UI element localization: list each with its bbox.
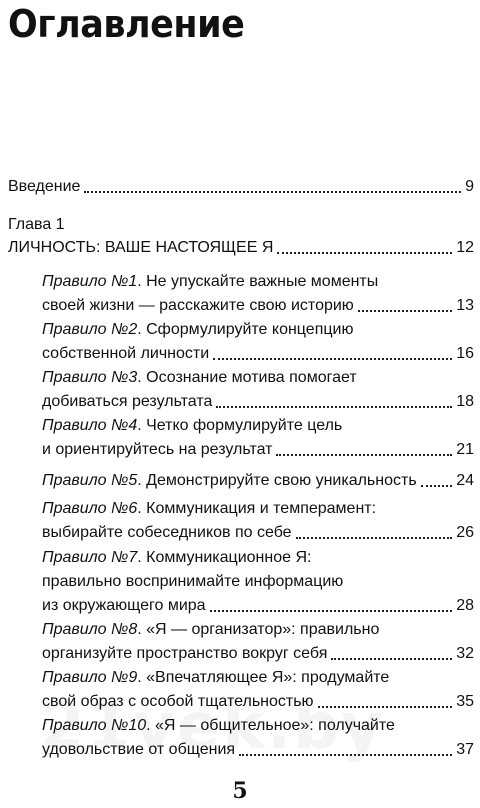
toc-rule-entry[interactable] [42,644,474,664]
rule-label: Правило №4 [42,417,138,434]
leader-dots [331,658,452,660]
chapter-label: Глава 1 [8,216,65,233]
toc-entry-text [42,573,343,590]
toc-page-number: 13 [456,297,474,314]
toc-rule-line [42,668,389,688]
rule-text: своей жизни — расскажите свою историю [42,297,354,314]
toc-rule-line [42,368,357,388]
toc-page-number: 18 [456,393,474,410]
toc-entry-text: ЛИЧНОСТЬ: ВАШЕ НАСТОЯЩЕЕ Я [8,239,274,256]
toc-rule-line [42,272,378,292]
rule-text: . Сформулируйте концепцию [137,321,354,338]
toc-page-number: 26 [456,524,474,541]
toc-page-number: 21 [456,441,474,458]
toc-page-number: 35 [456,693,474,710]
toc-entry-text [42,417,342,434]
leader-dots [84,191,461,193]
rule-text: добиваться результата [42,393,213,410]
watermark [40,690,385,764]
toc-entry-text [42,296,354,316]
rule-label: Правило №1 [42,273,138,290]
leader-dots [276,454,452,456]
toc-rule-entry[interactable] [42,523,474,543]
toc-rule-line [42,499,376,519]
toc-entry-text [42,392,212,412]
leader-dots [277,252,452,254]
toc-rule-line [42,416,342,436]
leader-dots [296,537,453,539]
toc-entry-text [42,344,209,364]
leader-dots [358,310,452,312]
toc-entry-text [42,369,357,386]
toc-page-number: 24 [456,472,474,489]
rule-text: свой образ с особой тщательностью [42,693,314,710]
rule-label: Правило №9 [42,669,138,686]
toc-entry-text [42,523,292,543]
rule-text: . «Я — общительное»: получайте [146,717,395,734]
toc-page-number: 9 [465,178,474,195]
toc-entry-text [42,669,389,686]
rule-text: организуйте пространство вокруг себя [42,645,328,662]
page-number: 5 [232,778,248,804]
toc-entry-text [42,440,272,460]
toc-entry-chapter[interactable] [8,238,474,258]
rule-text: . Не упускайте важные моменты [137,273,379,290]
rule-label: Правило №8 [42,621,138,638]
toc-entry-text [42,500,376,517]
toc-rule-line [42,320,353,340]
rule-text: . «Впечатляющее Я»: продумайте [137,669,390,686]
rule-label: Правило №6 [42,500,138,517]
leader-dots [213,358,452,360]
toc-entry-text [42,596,206,616]
rule-text: правильно воспринимайте информацию [42,573,344,590]
rule-text: удовольствие от общения [42,741,236,758]
rule-text: . Коммуникационное Я: [137,549,312,566]
toc-page-number: 12 [456,239,474,256]
rule-text: и ориентируйтесь на результат [42,441,273,458]
toc-rule-entry[interactable] [42,344,474,364]
toc-entry-text [42,644,327,664]
leader-dots [216,406,452,408]
page-title: Оглавление [8,2,245,46]
rule-text: . Четко формулируйте цель [137,417,343,434]
rule-text: собственной личности [42,345,210,362]
toc-rule-entry[interactable] [42,392,474,412]
rule-text: . Демонстрируйте свою уникальность [137,472,417,489]
toc-page-number: 28 [456,597,474,614]
toc-entry-text [42,321,353,338]
rule-label: Правило №2 [42,321,138,338]
toc-page-number: 32 [456,645,474,662]
rule-text: из окружающего мира [42,597,206,614]
toc-rule-entry[interactable] [42,471,474,491]
rule-text: . «Я — организатор»: правильно [137,621,380,638]
rule-text: . Осознание мотива помогает [137,369,357,386]
toc-rule-line [42,620,379,640]
rule-text: . Коммуникация и темперамент: [137,500,377,517]
toc-entry-text: Введение [8,178,81,195]
toc-entry-text [42,621,379,638]
toc-entry-text [42,471,417,491]
rule-label: Правило №5 [42,472,138,489]
toc-rule-entry[interactable] [42,440,474,460]
toc-entry-text [42,273,378,290]
toc-rule-entry[interactable] [42,296,474,316]
toc-entry-text [42,549,311,566]
rule-label: Правило №7 [42,549,138,566]
toc-rule-line [42,572,343,592]
toc-page-number: 37 [456,741,474,758]
toc-entry-intro[interactable] [8,177,474,197]
toc-rule-line [42,548,311,568]
rule-label: Правило №3 [42,369,138,386]
leader-dots [421,485,453,487]
leader-dots [210,610,453,612]
toc-page-number: 16 [456,345,474,362]
toc-rule-entry[interactable] [42,596,474,616]
rule-text: выбирайте собеседников по себе [42,524,292,541]
rule-label: Правило №10 [42,717,147,734]
